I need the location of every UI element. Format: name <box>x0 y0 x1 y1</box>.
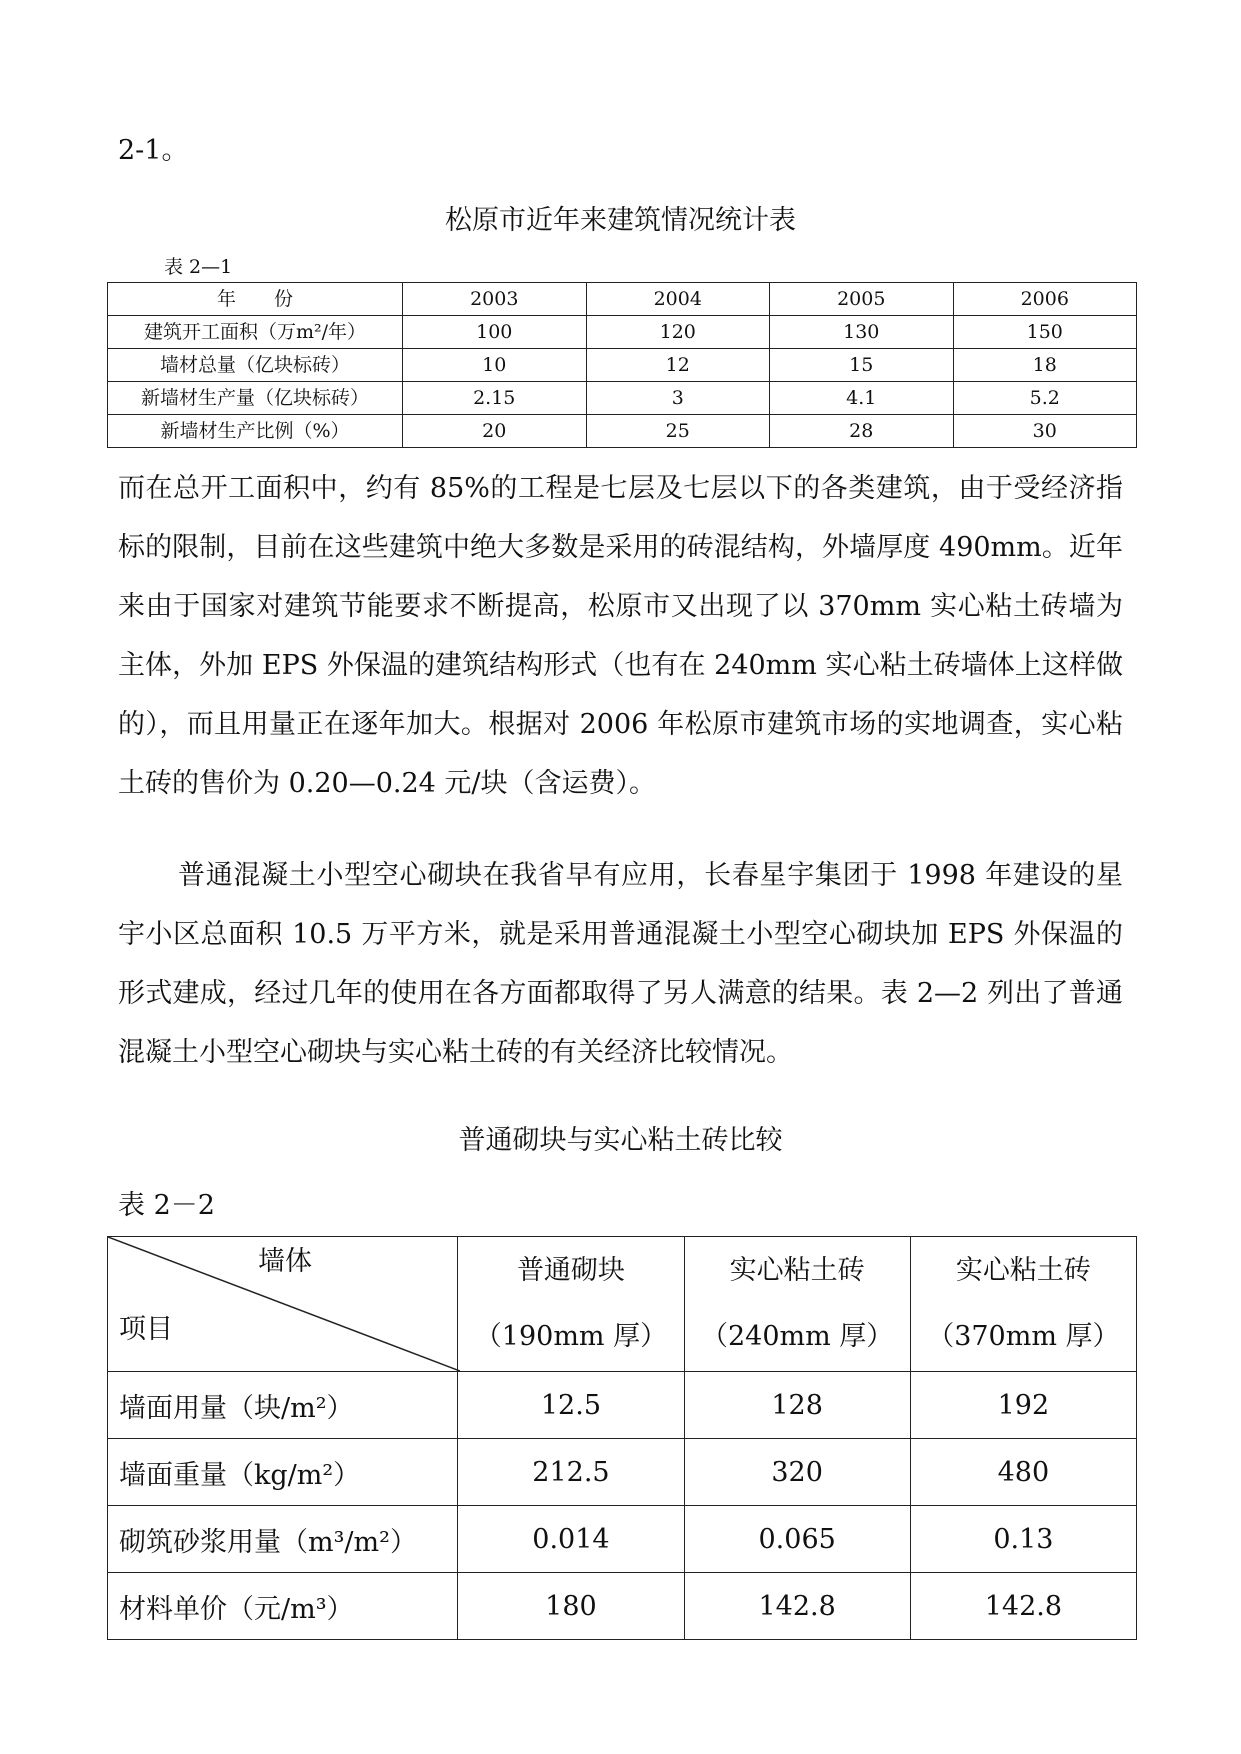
table-cell: 142.8 <box>684 1573 910 1640</box>
table-cell: 10 <box>403 349 587 382</box>
table-cell: 0.014 <box>458 1506 684 1573</box>
table-cell: 130 <box>770 316 954 349</box>
column-sub: （240mm 厚） <box>700 1321 894 1352</box>
row-label: 砌筑砂浆用量（m³/m²） <box>108 1506 458 1573</box>
table2-label: 表 2－2 <box>118 1190 215 1221</box>
header-cell: 2005 <box>770 283 954 316</box>
row-label: 新墙材生产比例（%） <box>108 415 403 448</box>
corner-column-label: 墙体 <box>258 1246 312 1277</box>
table-cell: 30 <box>953 415 1137 448</box>
stats-table <box>107 282 1137 448</box>
paragraph-1 <box>118 459 1123 813</box>
table-row <box>108 316 1137 349</box>
table-cell: 18 <box>953 349 1137 382</box>
paragraph-text: 普通混凝土小型空心砌块在我省早有应用，长春星宇集团于 1998 年建设的星宇小区总面积 10.5 万平方米，就是采用普通混凝土小型空心砌块加 EPS 外保温的形式建成，经过几年的使用在各方面都取得了另人满意的结果。表 2—2 列出了普通混凝土小型空心砌块与实心粘土砖的有关经济比较情况。 <box>118 860 1123 1068</box>
table-cell: 3 <box>586 382 770 415</box>
table2-title: 普通砌块与实心粘土砖比较 <box>458 1125 783 1156</box>
paragraph-text: 而在总开工面积中，约有 85%的工程是七层及七层以下的各类建筑，由于受经济指标的限制，目前在这些建筑中绝大多数是采用的砖混结构，外墙厚度 490mm。近年来由于国家对建筑节能要求不断提高，松原市又出现了以 370mm 实心粘土砖墙为主体，外加 EPS 外保温的建筑结构形式（也有在 240mm 实心粘土砖墙体上这样做的），而且用量正在逐年加大。根据对 2006 年松原市建筑市场的实地调查，实心粘土砖的售价为 0.20—0.24 元/块（含运费）。 <box>118 473 1123 799</box>
table-cell: 12.5 <box>458 1372 684 1439</box>
table-cell: 192 <box>910 1372 1136 1439</box>
table-cell: 25 <box>586 415 770 448</box>
table-row <box>108 1506 1137 1573</box>
table-cell: 20 <box>403 415 587 448</box>
column-sub: （370mm 厚） <box>927 1321 1120 1352</box>
table-cell: 0.065 <box>684 1506 910 1573</box>
table-row <box>108 382 1137 415</box>
table-row <box>108 1372 1137 1439</box>
table-cell: 128 <box>684 1372 910 1439</box>
row-label: 材料单价（元/m³） <box>108 1573 458 1640</box>
table-header-row <box>108 1237 1137 1372</box>
table1-label: 表 2—1 <box>164 256 233 278</box>
column-name: 普通砌块 <box>516 1255 625 1286</box>
column-name: 实心粘土砖 <box>955 1255 1091 1286</box>
row-label: 墙材总量（亿块标砖） <box>108 349 403 382</box>
column-header <box>684 1237 910 1372</box>
row-label: 墙面重量（kg/m²） <box>108 1439 458 1506</box>
header-cell: 2003 <box>403 283 587 316</box>
table-cell: 12 <box>586 349 770 382</box>
table-cell: 5.2 <box>953 382 1137 415</box>
table-cell: 150 <box>953 316 1137 349</box>
table-cell: 212.5 <box>458 1439 684 1506</box>
table1-title: 松原市近年来建筑情况统计表 <box>445 205 796 236</box>
table-cell: 0.13 <box>910 1506 1136 1573</box>
header-cell: 年 份 <box>108 283 403 316</box>
lead-text: 2-1。 <box>118 135 189 166</box>
corner-cell <box>108 1237 458 1372</box>
table-row <box>108 1573 1137 1640</box>
header-cell: 2004 <box>586 283 770 316</box>
column-header <box>458 1237 684 1372</box>
table-cell: 320 <box>684 1439 910 1506</box>
column-name: 实心粘土砖 <box>729 1255 865 1286</box>
row-label: 墙面用量（块/m²） <box>108 1372 458 1439</box>
table-row <box>108 1439 1137 1506</box>
row-label: 新墙材生产量（亿块标砖） <box>108 382 403 415</box>
row-label: 建筑开工面积（万m²/年） <box>108 316 403 349</box>
header-cell: 2006 <box>953 283 1137 316</box>
table-cell: 100 <box>403 316 587 349</box>
table-cell: 15 <box>770 349 954 382</box>
table-header-row <box>108 283 1137 316</box>
table-cell: 180 <box>458 1573 684 1640</box>
corner-row-label: 项目 <box>119 1314 173 1345</box>
paragraph-2 <box>118 846 1123 1082</box>
table-row <box>108 415 1137 448</box>
table-cell: 120 <box>586 316 770 349</box>
table-row <box>108 349 1137 382</box>
column-sub: （190mm 厚） <box>474 1321 668 1352</box>
table-cell: 480 <box>910 1439 1136 1506</box>
table-cell: 142.8 <box>910 1573 1136 1640</box>
table-cell: 4.1 <box>770 382 954 415</box>
comparison-table <box>107 1236 1137 1640</box>
column-header <box>910 1237 1136 1372</box>
table-cell: 28 <box>770 415 954 448</box>
table-cell: 2.15 <box>403 382 587 415</box>
